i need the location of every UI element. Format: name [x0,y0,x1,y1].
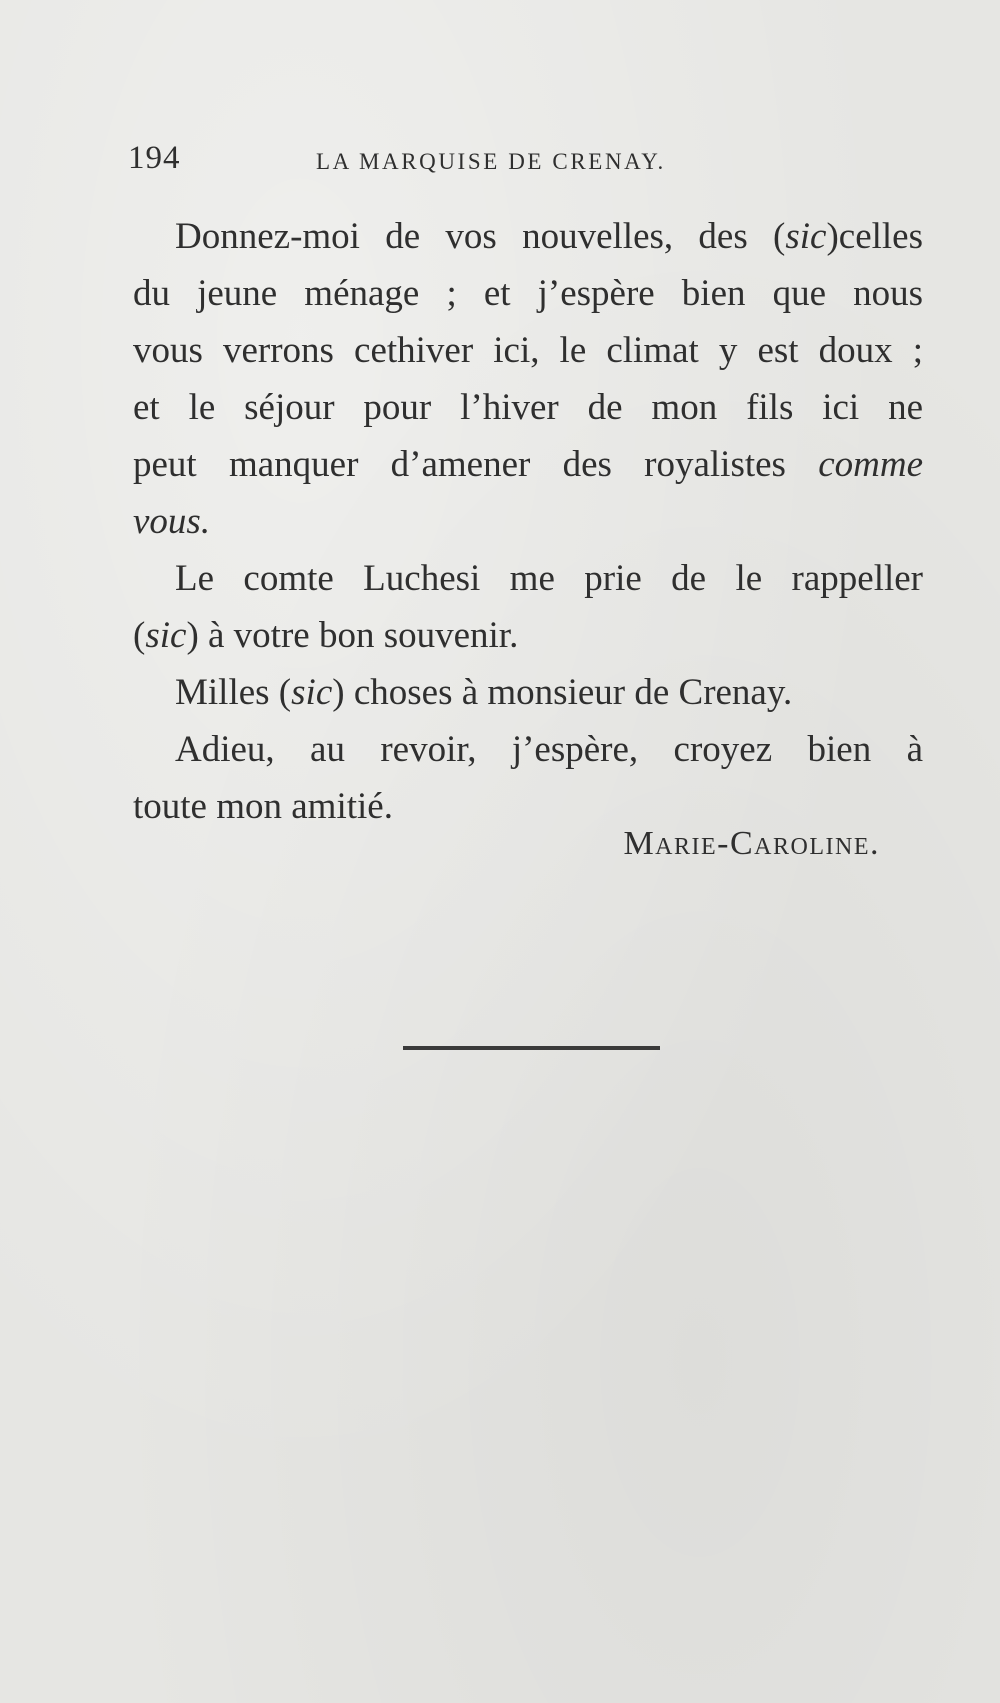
text-line: toute mon amitié. [133,786,393,827]
page-header [128,140,768,180]
text-line: peut manquer d’amener des royalistes comme [133,444,923,485]
text-line: (sic) à votre bon souvenir. [133,615,519,656]
text-line: Adieu, au revoir, j’espère, croyez bien à [175,729,923,770]
text-line: vous verrons cethiver ici, le climat y est doux ; [133,330,923,371]
section-divider [403,1046,660,1050]
text-line: Donnez-moi de vos nouvelles, des (sic)celles [175,216,923,257]
text-line: vous. [133,501,211,542]
text-line: Le comte Luchesi me prie de le rappeller [175,558,923,599]
signature: Marie-Caroline. [623,825,880,862]
running-title: LA MARQUISE DE CRENAY. [316,149,666,174]
text-line: et le séjour pour l’hiver de mon fils ici ne [133,387,923,428]
page-number: 194 [128,140,181,176]
text-line: du jeune ménage ; et j’espère bien que nous [133,273,923,314]
letter-body [133,208,923,835]
text-line: Milles (sic) choses à monsieur de Crenay. [175,672,793,713]
